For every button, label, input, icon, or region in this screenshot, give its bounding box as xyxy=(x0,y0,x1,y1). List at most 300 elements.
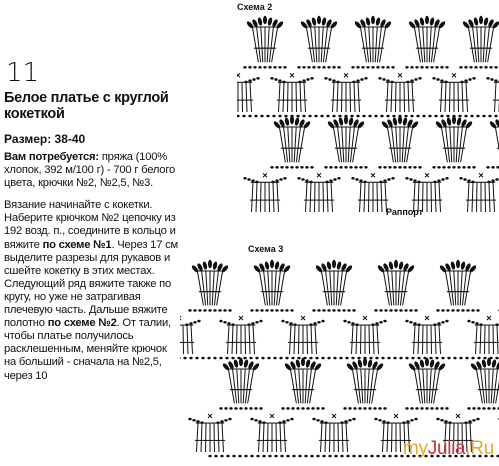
double-crochet-mark xyxy=(458,82,459,112)
chain-stitch-dot xyxy=(275,179,278,182)
chain-stitch-dot xyxy=(345,357,348,360)
single-crochet-cross xyxy=(239,316,243,320)
popcorn-stitch xyxy=(363,358,367,366)
chain-stitch-dot xyxy=(203,309,206,312)
double-crochet-mark xyxy=(273,182,274,212)
chain-stitch-dot xyxy=(251,322,254,325)
chain-stitch-dot xyxy=(494,66,497,69)
chain-stitch-dot xyxy=(347,309,350,312)
chain-stitch-dot xyxy=(313,322,316,325)
chain-stitch-dot xyxy=(445,177,448,180)
chain-stitch-dot xyxy=(278,66,281,69)
watermark-prefix: my xyxy=(403,438,428,459)
chain-stitch-dot xyxy=(228,418,231,421)
chain-stitch-dot xyxy=(311,407,314,410)
chain-stitch-dot xyxy=(285,309,288,312)
chain-stitch-dot xyxy=(195,357,198,360)
popcorn-stitch xyxy=(487,358,491,366)
chain-stitch-dot xyxy=(411,357,414,360)
double-crochet-mark xyxy=(412,82,414,112)
chain-stitch-dot xyxy=(437,322,440,325)
chain-stitch-dot xyxy=(265,309,268,312)
chain-stitch-dot xyxy=(213,357,216,360)
chain-stitch-dot xyxy=(472,407,475,410)
chain-stitch-dot xyxy=(463,178,466,181)
single-crochet-cross xyxy=(332,414,336,418)
scheme-3-label: Схема 3 xyxy=(248,244,284,254)
chain-stitch-dot xyxy=(386,66,389,69)
double-crochet-mark xyxy=(477,182,478,212)
instructions-part-3: . От талии, чтобы платье получилось расклешенным, меняйте крючок на больший - сначала на №2,5, через 10 xyxy=(4,317,171,382)
chain-stitch-dot xyxy=(486,77,489,80)
chain-stitch-dot xyxy=(474,66,477,69)
chain-stitch-dot xyxy=(248,79,251,82)
chain-stitch-dot xyxy=(446,115,449,118)
chain-stitch-dot xyxy=(214,455,217,458)
chain-stitch-dot xyxy=(379,321,382,324)
chain-stitch-dot xyxy=(320,115,323,118)
double-crochet-mark xyxy=(423,27,425,62)
double-crochet-mark xyxy=(228,325,230,354)
double-crochet-mark xyxy=(252,182,254,212)
chain-stitch-dot xyxy=(306,407,309,410)
double-crochet-mark xyxy=(321,423,323,452)
double-crochet-mark xyxy=(398,271,400,305)
chain-stitch-dot xyxy=(327,66,330,69)
chain-stitch-dot xyxy=(291,357,294,360)
chain-stitch-dot xyxy=(286,419,289,422)
chain-stitch-dot xyxy=(268,455,271,458)
popcorn-stitch xyxy=(402,117,408,126)
single-crochet-cross xyxy=(180,316,181,320)
double-crochet-mark xyxy=(305,369,307,403)
double-crochet-mark xyxy=(288,127,290,162)
popcorn-stitch xyxy=(274,261,280,270)
popcorn-stitch xyxy=(294,117,300,126)
chain-stitch-dot xyxy=(258,66,261,69)
chain-stitch-dot xyxy=(399,309,402,312)
chain-stitch-dot xyxy=(275,309,278,312)
crochet-chart-scheme-3 xyxy=(180,258,499,458)
chain-stitch-dot xyxy=(404,115,407,118)
popcorn-stitch xyxy=(208,260,212,268)
chain-stitch-dot xyxy=(262,455,265,458)
chain-stitch-dot xyxy=(283,66,286,69)
chain-stitch-dot xyxy=(280,455,283,458)
chain-stitch-dot xyxy=(415,66,418,69)
chain-stitch-dot xyxy=(208,455,211,458)
chain-stitch-dot xyxy=(289,322,292,325)
double-crochet-mark xyxy=(350,82,351,112)
double-crochet-mark xyxy=(483,27,485,62)
chain-stitch-dot xyxy=(332,79,335,82)
double-crochet-mark xyxy=(330,423,331,452)
double-crochet-mark xyxy=(256,182,257,212)
popcorn-stitch xyxy=(481,359,487,368)
popcorn-stitch xyxy=(264,261,270,270)
chain-stitch-dot xyxy=(274,455,277,458)
popcorn-stitch xyxy=(491,359,497,368)
double-crochet-mark xyxy=(296,82,297,112)
double-crochet-mark xyxy=(391,82,392,112)
double-crochet-mark xyxy=(423,325,424,354)
double-crochet-mark xyxy=(306,182,308,212)
chain-stitch-dot xyxy=(384,309,387,312)
chain-stitch-dot xyxy=(441,309,444,312)
chain-stitch-dot xyxy=(338,115,341,118)
chain-stitch-dot xyxy=(406,420,409,423)
double-crochet-mark xyxy=(201,423,202,452)
chain-stitch-dot xyxy=(436,418,439,421)
chain-stitch-dot xyxy=(466,309,469,312)
single-crochet-cross xyxy=(237,73,240,77)
chain-stitch-dot xyxy=(446,309,449,312)
chain-stitch-dot xyxy=(459,177,462,180)
chain-stitch-dot xyxy=(358,455,361,458)
popcorn-stitch xyxy=(456,260,460,268)
chain-stitch-dot xyxy=(321,357,324,360)
instructions-part-2: . Через 17 см выделите разрезы для рукавов и сшейте кокетку в этих местах. Следующий ряд вяжите также по кругу, но уже не затрагивая плечевую часть. Дальше вяжите полотно xyxy=(4,238,179,330)
chain-stitch-dot xyxy=(369,357,372,360)
chain-stitch-dot xyxy=(442,166,445,169)
chain-stitch-dot xyxy=(349,166,352,169)
chain-stitch-dot xyxy=(285,166,288,169)
chain-stitch-dot xyxy=(371,66,374,69)
popcorn-stitch xyxy=(398,261,404,270)
double-crochet-mark xyxy=(218,423,219,452)
double-crochet-mark xyxy=(466,82,468,112)
single-crochet-cross xyxy=(425,173,429,177)
chain-stitch-dot xyxy=(434,115,437,118)
double-crochet-mark xyxy=(429,27,431,62)
chain-stitch-dot xyxy=(440,79,443,82)
chain-stitch-dot xyxy=(322,66,325,69)
chain-stitch-dot xyxy=(428,115,431,118)
popcorn-stitch xyxy=(460,261,466,270)
chain-stitch-dot xyxy=(332,309,335,312)
chain-stitch-dot xyxy=(386,115,389,118)
chain-stitch-dot xyxy=(467,166,470,169)
popcorn-stitch xyxy=(419,359,425,368)
chain-stitch-dot xyxy=(376,66,379,69)
double-crochet-mark xyxy=(263,423,264,452)
chain-stitch-dot xyxy=(370,455,373,458)
chain-stitch-dot xyxy=(351,322,354,325)
chain-stitch-dot xyxy=(281,320,284,323)
chain-stitch-dot xyxy=(383,407,386,410)
chain-stitch-dot xyxy=(297,177,300,180)
double-crochet-mark xyxy=(311,325,312,354)
chain-stitch-dot xyxy=(435,407,438,410)
chain-stitch-dot xyxy=(267,357,270,360)
chain-stitch-dot xyxy=(379,309,382,312)
chain-stitch-dot xyxy=(234,407,237,410)
double-crochet-mark xyxy=(454,271,456,305)
chain-stitch-dot xyxy=(312,309,315,312)
chain-stitch-dot xyxy=(413,322,416,325)
site-watermark xyxy=(403,438,494,460)
chain-stitch-dot xyxy=(464,115,467,118)
watermark-suffix: .Ru xyxy=(465,438,494,459)
chain-stitch-dot xyxy=(440,407,443,410)
double-crochet-mark xyxy=(253,325,255,354)
double-crochet-mark xyxy=(290,325,292,354)
double-crochet-mark xyxy=(237,369,239,403)
chain-stitch-dot xyxy=(394,455,397,458)
chain-stitch-dot xyxy=(296,407,299,410)
chain-stitch-dot xyxy=(388,166,391,169)
chain-stitch-dot xyxy=(381,357,384,360)
chain-stitch-dot xyxy=(495,357,498,360)
chain-stitch-dot xyxy=(301,407,304,410)
double-crochet-mark xyxy=(294,325,295,354)
double-crochet-mark xyxy=(450,127,452,162)
materials-text: пряжа (100% хлопок, 392 м/100 г) - 700 г белого цвета, крючки №2, №2,5, №3. xyxy=(4,151,175,190)
double-crochet-mark xyxy=(342,127,344,162)
chain-stitch-dot xyxy=(476,309,479,312)
chain-stitch-dot xyxy=(232,455,235,458)
chain-stitch-dot xyxy=(471,357,474,360)
double-crochet-mark xyxy=(259,423,261,452)
chain-stitch-dot xyxy=(408,166,411,169)
popcorn-stitch xyxy=(483,17,489,26)
chain-stitch-dot xyxy=(231,357,234,360)
chain-stitch-dot xyxy=(219,357,222,360)
double-crochet-mark xyxy=(323,182,324,212)
double-crochet-mark xyxy=(383,423,385,452)
chain-stitch-dot xyxy=(409,321,412,324)
chain-stitch-dot xyxy=(494,79,497,82)
chain-stitch-dot xyxy=(489,66,492,69)
chain-stitch-dot xyxy=(302,79,305,82)
double-crochet-mark xyxy=(268,271,270,305)
chain-stitch-dot xyxy=(310,77,313,80)
chain-stitch-dot xyxy=(452,166,455,169)
chain-stitch-dot xyxy=(375,357,378,360)
chain-stitch-dot xyxy=(337,177,340,180)
popcorn-stitch xyxy=(429,359,435,368)
double-crochet-mark xyxy=(414,325,416,354)
chain-stitch-dot xyxy=(382,78,385,81)
article-body xyxy=(4,151,180,383)
popcorn-stitch xyxy=(243,359,249,368)
chain-stitch-dot xyxy=(458,115,461,118)
chain-stitch-dot xyxy=(440,419,443,422)
double-crochet-mark xyxy=(261,27,263,62)
chain-stitch-dot xyxy=(307,66,310,69)
chain-stitch-dot xyxy=(422,115,425,118)
chain-stitch-dot xyxy=(479,66,482,69)
chain-stitch-dot xyxy=(301,178,304,181)
chain-stitch-dot xyxy=(405,66,408,69)
chain-stitch-dot xyxy=(249,407,252,410)
chain-stitch-dot xyxy=(476,115,479,118)
double-crochet-mark xyxy=(495,127,499,162)
chain-stitch-dot xyxy=(317,66,320,69)
chain-stitch-dot xyxy=(304,455,307,458)
double-crochet-mark xyxy=(480,325,481,354)
double-crochet-mark xyxy=(280,423,281,452)
double-crochet-mark xyxy=(485,182,486,212)
single-crochet-cross xyxy=(270,414,274,418)
chain-stitch-dot xyxy=(467,407,470,410)
chain-stitch-dot xyxy=(183,357,186,360)
article-column xyxy=(4,60,180,392)
chain-stitch-dot xyxy=(327,357,330,360)
chain-stitch-dot xyxy=(272,115,275,118)
chain-stitch-dot xyxy=(363,407,366,410)
chain-stitch-dot xyxy=(188,418,191,421)
double-crochet-mark xyxy=(485,369,487,403)
chain-stitch-dot xyxy=(322,455,325,458)
chain-stitch-dot xyxy=(378,419,381,422)
double-crochet-mark xyxy=(249,325,250,354)
chain-stitch-dot xyxy=(310,166,313,169)
chain-stitch-dot xyxy=(229,407,232,410)
single-crochet-cross xyxy=(301,316,305,320)
scheme-1-reference: по схеме №1 xyxy=(42,238,112,251)
popcorn-stitch xyxy=(239,358,243,366)
chain-stitch-dot xyxy=(219,320,222,323)
chain-stitch-dot xyxy=(351,66,354,69)
article-title xyxy=(4,90,180,122)
chain-stitch-dot xyxy=(295,166,298,169)
single-crochet-cross xyxy=(344,73,348,77)
single-crochet-cross xyxy=(363,316,367,320)
chain-stitch-dot xyxy=(244,407,247,410)
double-crochet-mark xyxy=(375,27,377,62)
chain-stitch-dot xyxy=(373,407,376,410)
chain-stitch-dot xyxy=(495,178,498,181)
chain-stitch-dot xyxy=(273,357,276,360)
popcorn-stitch xyxy=(365,17,371,26)
double-crochet-mark xyxy=(242,82,243,112)
double-crochet-mark xyxy=(477,27,479,62)
chain-stitch-dot xyxy=(468,78,471,81)
double-crochet-mark xyxy=(418,325,419,354)
single-crochet-cross xyxy=(425,316,429,320)
chain-stitch-dot xyxy=(270,166,273,169)
crochet-chart-scheme-2 xyxy=(237,14,499,214)
chain-stitch-dot xyxy=(317,309,320,312)
double-crochet-mark xyxy=(356,325,357,354)
double-crochet-mark xyxy=(310,182,311,212)
chain-stitch-dot xyxy=(197,320,200,323)
chain-stitch-dot xyxy=(268,66,271,69)
chain-stitch-dot xyxy=(414,309,417,312)
double-crochet-mark xyxy=(367,369,369,403)
chain-stitch-dot xyxy=(391,66,394,69)
chain-stitch-dot xyxy=(399,357,402,360)
chain-stitch-dot xyxy=(420,407,423,410)
chain-stitch-dot xyxy=(329,166,332,169)
chain-stitch-dot xyxy=(361,66,364,69)
double-crochet-mark xyxy=(445,82,446,112)
chain-stitch-dot xyxy=(238,455,241,458)
single-crochet-cross xyxy=(452,73,456,77)
chain-stitch-dot xyxy=(263,66,266,69)
chain-stitch-dot xyxy=(394,309,397,312)
chain-stitch-dot xyxy=(451,309,454,312)
instructions-part-1: Вязание начинайте с кокетки. Наберите крючком №2 цепочку из 192 возд. п., соедините в кольцо и вяжите xyxy=(4,199,176,251)
chain-stitch-dot xyxy=(405,357,408,360)
scheme-2-reference: по схеме №2 xyxy=(47,317,117,330)
double-crochet-mark xyxy=(212,271,214,305)
single-crochet-cross xyxy=(487,316,491,320)
chain-stitch-dot xyxy=(368,115,371,118)
chain-stitch-dot xyxy=(418,77,421,80)
chain-stitch-dot xyxy=(464,79,467,82)
double-crochet-mark xyxy=(392,271,394,305)
chain-stitch-dot xyxy=(244,455,247,458)
chain-stitch-dot xyxy=(482,407,485,410)
double-crochet-mark xyxy=(476,325,478,354)
chain-stitch-dot xyxy=(359,166,362,169)
chain-stitch-dot xyxy=(418,166,421,169)
chain-stitch-dot xyxy=(470,115,473,118)
popcorn-stitch xyxy=(267,17,273,26)
chain-stitch-dot xyxy=(292,455,295,458)
chain-stitch-dot xyxy=(324,166,327,169)
double-crochet-mark xyxy=(369,325,370,354)
double-crochet-mark xyxy=(346,423,348,452)
chain-stitch-dot xyxy=(220,455,223,458)
chain-stitch-dot xyxy=(315,357,318,360)
chain-stitch-dot xyxy=(282,420,285,423)
chain-stitch-dot xyxy=(432,166,435,169)
popcorn-stitch xyxy=(311,17,317,26)
chain-stitch-dot xyxy=(436,78,439,81)
double-crochet-mark xyxy=(206,423,207,452)
chain-stitch-dot xyxy=(392,115,395,118)
chain-stitch-dot xyxy=(316,419,319,422)
chain-stitch-dot xyxy=(278,115,281,118)
chain-stitch-dot xyxy=(376,455,379,458)
double-crochet-mark xyxy=(342,423,343,452)
double-crochet-mark xyxy=(250,82,252,112)
double-crochet-mark xyxy=(279,82,281,112)
popcorn-stitch xyxy=(429,17,435,26)
double-crochet-mark xyxy=(402,127,404,162)
instructions-paragraph xyxy=(4,199,180,382)
chain-stitch-dot xyxy=(420,66,423,69)
chain-stitch-dot xyxy=(243,66,246,69)
chain-stitch-dot xyxy=(415,407,418,410)
chain-stitch-dot xyxy=(368,407,371,410)
chain-stitch-dot xyxy=(260,309,263,312)
popcorn-stitch xyxy=(371,16,375,24)
single-crochet-cross xyxy=(317,173,321,177)
chain-stitch-dot xyxy=(253,66,256,69)
chain-stitch-dot xyxy=(317,321,320,324)
double-crochet-mark xyxy=(352,325,354,354)
chain-stitch-dot xyxy=(255,357,258,360)
title-line-2: кокеткой xyxy=(4,106,65,122)
chain-stitch-dot xyxy=(188,309,191,312)
chain-stitch-dot xyxy=(251,179,254,182)
chain-stitch-dot xyxy=(404,309,407,312)
double-crochet-mark xyxy=(456,127,458,162)
chain-stitch-dot xyxy=(465,357,468,360)
chain-stitch-dot xyxy=(383,320,386,323)
chain-stitch-dot xyxy=(243,357,246,360)
chain-stitch-dot xyxy=(389,309,392,312)
double-crochet-mark xyxy=(439,325,441,354)
chain-stitch-dot xyxy=(410,407,413,410)
chain-stitch-dot xyxy=(278,79,281,82)
chain-stitch-dot xyxy=(374,418,377,421)
chain-stitch-dot xyxy=(280,309,283,312)
